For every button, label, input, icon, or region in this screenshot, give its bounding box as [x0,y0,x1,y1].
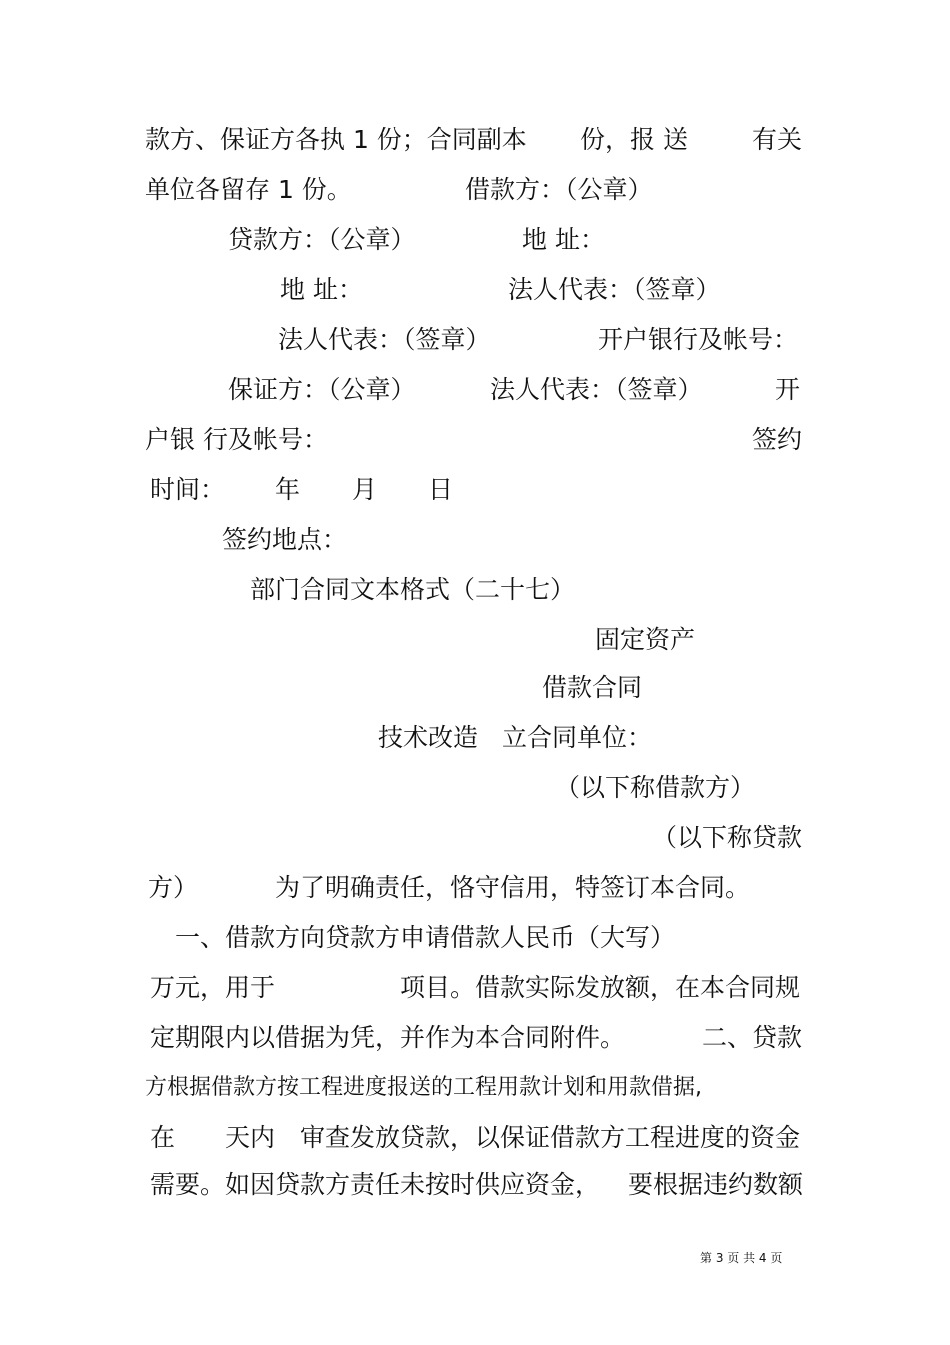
text-line: 地 址： [280,275,363,304]
text-line: 贷款方：（公章） [228,225,416,254]
text-line: 签约地点： [222,525,348,554]
text-line: 万元，用于 [150,973,276,1002]
text-line: 借款方：（公章） [465,175,653,204]
text-line: 一、借款方向贷款方申请借款人民币（大写） [175,923,676,952]
text-line: 签约 [752,425,803,454]
text-line: 在 [150,1123,176,1152]
text-line: 开 [775,375,801,404]
page-number-footer: 第 3 页 共 4 页 [700,1251,783,1265]
text-line: 户银 行及帐号： [145,425,328,454]
text-line: 有关 [752,125,803,154]
text-line: 固定资产 [595,625,696,654]
text-line: 项目。借款实际发放额，在本合同规 [400,973,801,1002]
text-line: 年 [275,475,301,504]
text-line: 审查发放贷款，以保证借款方工程进度的资金 [300,1123,801,1152]
text-line: （以下称借款方） [555,773,756,802]
text-line: 部门合同文本格式（二十七） [250,575,576,604]
text-line: 天内 [225,1123,276,1152]
text-line: 定期限内以借据为凭，并作为本合同附件。 [150,1023,626,1052]
text-line: 日 [428,475,454,504]
text-line: 月 [352,475,378,504]
text-line: 开户银行及帐号： [598,325,799,354]
text-line: 技术改造 [378,723,479,752]
text-line: 立合同单位： [502,723,653,752]
text-line: 法人代表：（签章） [278,325,491,354]
text-line: 保证方：（公章） [228,375,416,404]
text-line: 单位各留存 1 份。 [145,175,352,204]
text-line: 需要。如因贷款方责任未按时供应资金， [150,1170,601,1199]
text-line: 法人代表：（签章） [508,275,721,304]
text-line: （以下称贷款 [652,823,803,852]
text-line: 份，报 送 [580,125,688,154]
text-line: 方根据借款方按工程进度报送的工程用款计划和用款借据, [145,1075,702,1100]
text-line: 时间： [150,475,226,504]
text-line: 方） [148,873,199,902]
text-line: 为了明确责任，恪守信用，特签订本合同。 [275,873,751,902]
text-line: 借款合同 [542,673,643,702]
text-line: 法人代表：（签章） [490,375,703,404]
text-line: 要根据违约数额 [628,1170,804,1199]
text-line: 地 址： [522,225,605,254]
text-line: 二、贷款 [702,1023,803,1052]
text-line: 款方、保证方各执 1 份；合同副本 [145,125,527,154]
